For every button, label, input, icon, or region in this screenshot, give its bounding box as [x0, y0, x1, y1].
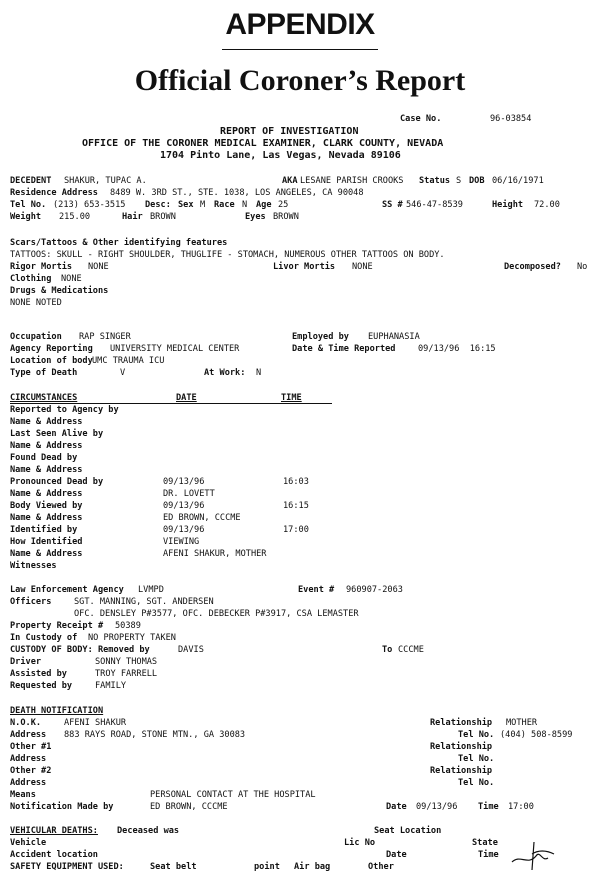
other1-relationship-label: Relationship — [430, 742, 493, 752]
requested-value: FAMILY — [95, 681, 127, 691]
age-label: Age — [256, 200, 272, 210]
other2-label: Other #2 — [10, 766, 52, 776]
livor-value: NONE — [352, 262, 373, 272]
vehicular-heading: VEHICULAR DEATHS: — [10, 826, 98, 836]
race-value: N — [242, 200, 248, 210]
to-value: CCCME — [398, 645, 424, 655]
vehicle-label: Vehicle — [10, 838, 47, 848]
office-address: 1704 Pinto Lane, Las Vegas, Nevada 89106 — [160, 150, 401, 161]
event-value: 960907-2063 — [346, 585, 403, 595]
assisted-label: Assisted by — [10, 669, 67, 679]
circ-row-date: AFENI SHAKUR, MOTHER — [163, 549, 267, 559]
circumstances-header: CIRCUMSTANCES — [10, 393, 78, 403]
aka-value: LESANE PARISH CROOKS — [300, 176, 404, 186]
circ-row-time: 16:03 — [283, 477, 309, 487]
ss-value: 546-47-8539 — [406, 200, 463, 210]
circ-row-label: Witnesses — [10, 561, 57, 571]
dt-reported-value: 09/13/96 16:15 — [418, 344, 496, 354]
livor-label: Livor Mortis — [273, 262, 336, 272]
accident-time-label: Time — [478, 850, 499, 860]
circ-row-date: 09/13/96 — [163, 477, 205, 487]
means-label: Means — [10, 790, 36, 800]
circ-row-label: Found Dead by — [10, 453, 78, 463]
driver-value: SONNY THOMAS — [95, 657, 158, 667]
drugs-value: NONE NOTED — [10, 298, 62, 308]
lic-no-label: Lic No — [344, 838, 376, 848]
dob-label: DOB — [469, 176, 485, 186]
eyes-label: Eyes — [245, 212, 266, 222]
age-value: 25 — [278, 200, 289, 210]
point-label: point — [254, 862, 280, 872]
appendix-heading: APPENDIX — [225, 8, 375, 41]
circ-row-date: 09/13/96 — [163, 525, 205, 535]
scars-heading: Scars/Tattoos & Other identifying features — [10, 238, 228, 248]
receipt-value: 50389 — [115, 621, 141, 631]
circ-row-label: How Identified — [10, 537, 83, 547]
employed-label: Employed by — [292, 332, 349, 342]
tattoos-value: TATTOOS: SKULL - RIGHT SHOULDER, THUGLIFE - STOMACH, NUMEROUS OTHER TATTOOS ON BODY. — [10, 250, 445, 260]
relationship-label: Relationship — [430, 718, 493, 728]
residence-label: Residence Address — [10, 188, 98, 198]
requested-label: Requested by — [10, 681, 73, 691]
custody-label: In Custody of — [10, 633, 78, 643]
notification-time-label: Time — [478, 802, 499, 812]
air-bag-label: Air bag — [294, 862, 331, 872]
signature-mark — [508, 836, 558, 872]
other1-tel-label: Tel No. — [458, 754, 495, 764]
circ-row-label: Body Viewed by — [10, 501, 83, 511]
case-no-value: 96-03854 — [490, 114, 532, 124]
assisted-value: TROY FARRELL — [95, 669, 158, 679]
tel-value: (213) 653-3515 — [53, 200, 126, 210]
sex-value: M — [200, 200, 206, 210]
appendix-underline — [222, 49, 378, 50]
agency-value: UNIVERSITY MEDICAL CENTER — [110, 344, 240, 354]
weight-label: Weight — [10, 212, 42, 222]
circ-row-label: Identified by — [10, 525, 78, 535]
other1-address-label: Address — [10, 754, 47, 764]
notification-heading: DEATH NOTIFICATION — [10, 706, 104, 716]
at-work-value: N — [256, 368, 262, 378]
notification-time-value: 17:00 — [508, 802, 534, 812]
law-agency-value: LVMPD — [138, 585, 164, 595]
officers-value-1: SGT. MANNING, SGT. ANDERSEN — [74, 597, 214, 607]
circ-row-label: Name & Address — [10, 441, 83, 451]
desc-label: Desc: — [145, 200, 171, 210]
to-label: To — [382, 645, 393, 655]
circ-row-label: Name & Address — [10, 465, 83, 475]
occupation-label: Occupation — [10, 332, 62, 342]
ss-label: SS # — [382, 200, 403, 210]
officers-label: Officers — [10, 597, 52, 607]
means-value: PERSONAL CONTACT AT THE HOSPITAL — [150, 790, 316, 800]
decedent-label: DECEDENT — [10, 176, 52, 186]
location-label: Location of body — [10, 356, 93, 366]
nok-label: N.O.K. — [10, 718, 42, 728]
removed-value: DAVIS — [178, 645, 204, 655]
made-by-label: Notification Made by — [10, 802, 114, 812]
occupation-value: RAP SINGER — [79, 332, 131, 342]
status-value: S — [456, 176, 462, 186]
at-work-label: At Work: — [204, 368, 246, 378]
circ-row-label: Pronounced Dead by — [10, 477, 104, 487]
event-label: Event # — [298, 585, 335, 595]
residence-value: 8489 W. 3RD ST., STE. 1038, LOS ANGELES, CA 90048 — [110, 188, 364, 198]
case-no-label: Case No. — [400, 114, 442, 124]
decomposed-value: No — [577, 262, 588, 272]
law-agency-label: Law Enforcement Agency — [10, 585, 124, 595]
other1-label: Other #1 — [10, 742, 52, 752]
dt-reported-label: Date & Time Reported — [292, 344, 396, 354]
safety-label: SAFETY EQUIPMENT USED: — [10, 862, 124, 872]
officers-value-2: OFC. DENSLEY P#3577, OFC. DEBECKER P#3917, CSA LEMASTER — [74, 609, 359, 619]
custody-value: NO PROPERTY TAKEN — [88, 633, 176, 643]
deceased-was-label: Deceased was — [117, 826, 180, 836]
circ-row-label: Name & Address — [10, 417, 83, 427]
seat-belt-label: Seat belt — [150, 862, 197, 872]
receipt-label: Property Receipt # — [10, 621, 104, 631]
height-label: Height — [492, 200, 524, 210]
nok-value: AFENI SHAKUR — [64, 718, 127, 728]
employed-value: EUPHANASIA — [368, 332, 420, 342]
time-header: TIME — [281, 393, 302, 403]
nok-address-label: Address — [10, 730, 47, 740]
eyes-value: BROWN — [273, 212, 299, 222]
dob-value: 06/16/1971 — [492, 176, 544, 186]
accident-location-label: Accident location — [10, 850, 98, 860]
other2-tel-label: Tel No. — [458, 778, 495, 788]
height-value: 72.00 — [534, 200, 560, 210]
rigor-value: NONE — [88, 262, 109, 272]
type-of-death-label: Type of Death — [10, 368, 78, 378]
accident-date-label: Date — [386, 850, 407, 860]
nok-tel-label: Tel No. — [458, 730, 495, 740]
state-label: State — [472, 838, 498, 848]
hair-label: Hair — [122, 212, 143, 222]
status-label: Status — [419, 176, 451, 186]
circ-row-label: Last Seen Alive by — [10, 429, 104, 439]
notification-date-label: Date — [386, 802, 407, 812]
circ-row-label: Name & Address — [10, 549, 83, 559]
location-value: UMC TRAUMA ICU — [92, 356, 165, 366]
circ-row-label: Name & Address — [10, 513, 83, 523]
date-header: DATE — [176, 393, 197, 403]
tel-label: Tel No. — [10, 200, 47, 210]
decedent-name: SHAKUR, TUPAC A. — [64, 176, 147, 186]
circ-row-time: 17:00 — [283, 525, 309, 535]
made-by-value: ED BROWN, CCCME — [150, 802, 228, 812]
other2-relationship-label: Relationship — [430, 766, 493, 776]
page-title: Official Coroner’s Report — [134, 64, 466, 97]
removed-label: CUSTODY OF BODY: Removed by — [10, 645, 150, 655]
aka-label: AKA — [282, 176, 298, 186]
decomposed-label: Decomposed? — [504, 262, 561, 272]
driver-label: Driver — [10, 657, 42, 667]
type-of-death-value: V — [120, 368, 126, 378]
circ-row-date: ED BROWN, CCCME — [163, 513, 241, 523]
hair-value: BROWN — [150, 212, 176, 222]
circ-row-date: 09/13/96 — [163, 501, 205, 511]
report-heading: REPORT OF INVESTIGATION — [220, 126, 359, 137]
circumstances-rule — [10, 403, 332, 404]
nok-address-value: 883 RAYS ROAD, STONE MTN., GA 30083 — [64, 730, 246, 740]
relationship-value: MOTHER — [506, 718, 538, 728]
office-heading: OFFICE OF THE CORONER MEDICAL EXAMINER, CLARK COUNTY, NEVADA — [82, 138, 444, 149]
drugs-label: Drugs & Medications — [10, 286, 109, 296]
agency-label: Agency Reporting — [10, 344, 93, 354]
circ-row-date: VIEWING — [163, 537, 200, 547]
weight-value: 215.00 — [59, 212, 91, 222]
sex-label: Sex — [178, 200, 194, 210]
notification-date-value: 09/13/96 — [416, 802, 458, 812]
clothing-label: Clothing — [10, 274, 52, 284]
circ-row-date: DR. LOVETT — [163, 489, 215, 499]
other-label: Other — [368, 862, 394, 872]
other2-address-label: Address — [10, 778, 47, 788]
seat-location-label: Seat Location — [374, 826, 442, 836]
circ-row-label: Name & Address — [10, 489, 83, 499]
circ-row-time: 16:15 — [283, 501, 309, 511]
nok-tel-value: (404) 508-8599 — [500, 730, 573, 740]
clothing-value: NONE — [61, 274, 82, 284]
race-label: Race — [214, 200, 235, 210]
rigor-label: Rigor Mortis — [10, 262, 73, 272]
circ-row-label: Reported to Agency by — [10, 405, 119, 415]
